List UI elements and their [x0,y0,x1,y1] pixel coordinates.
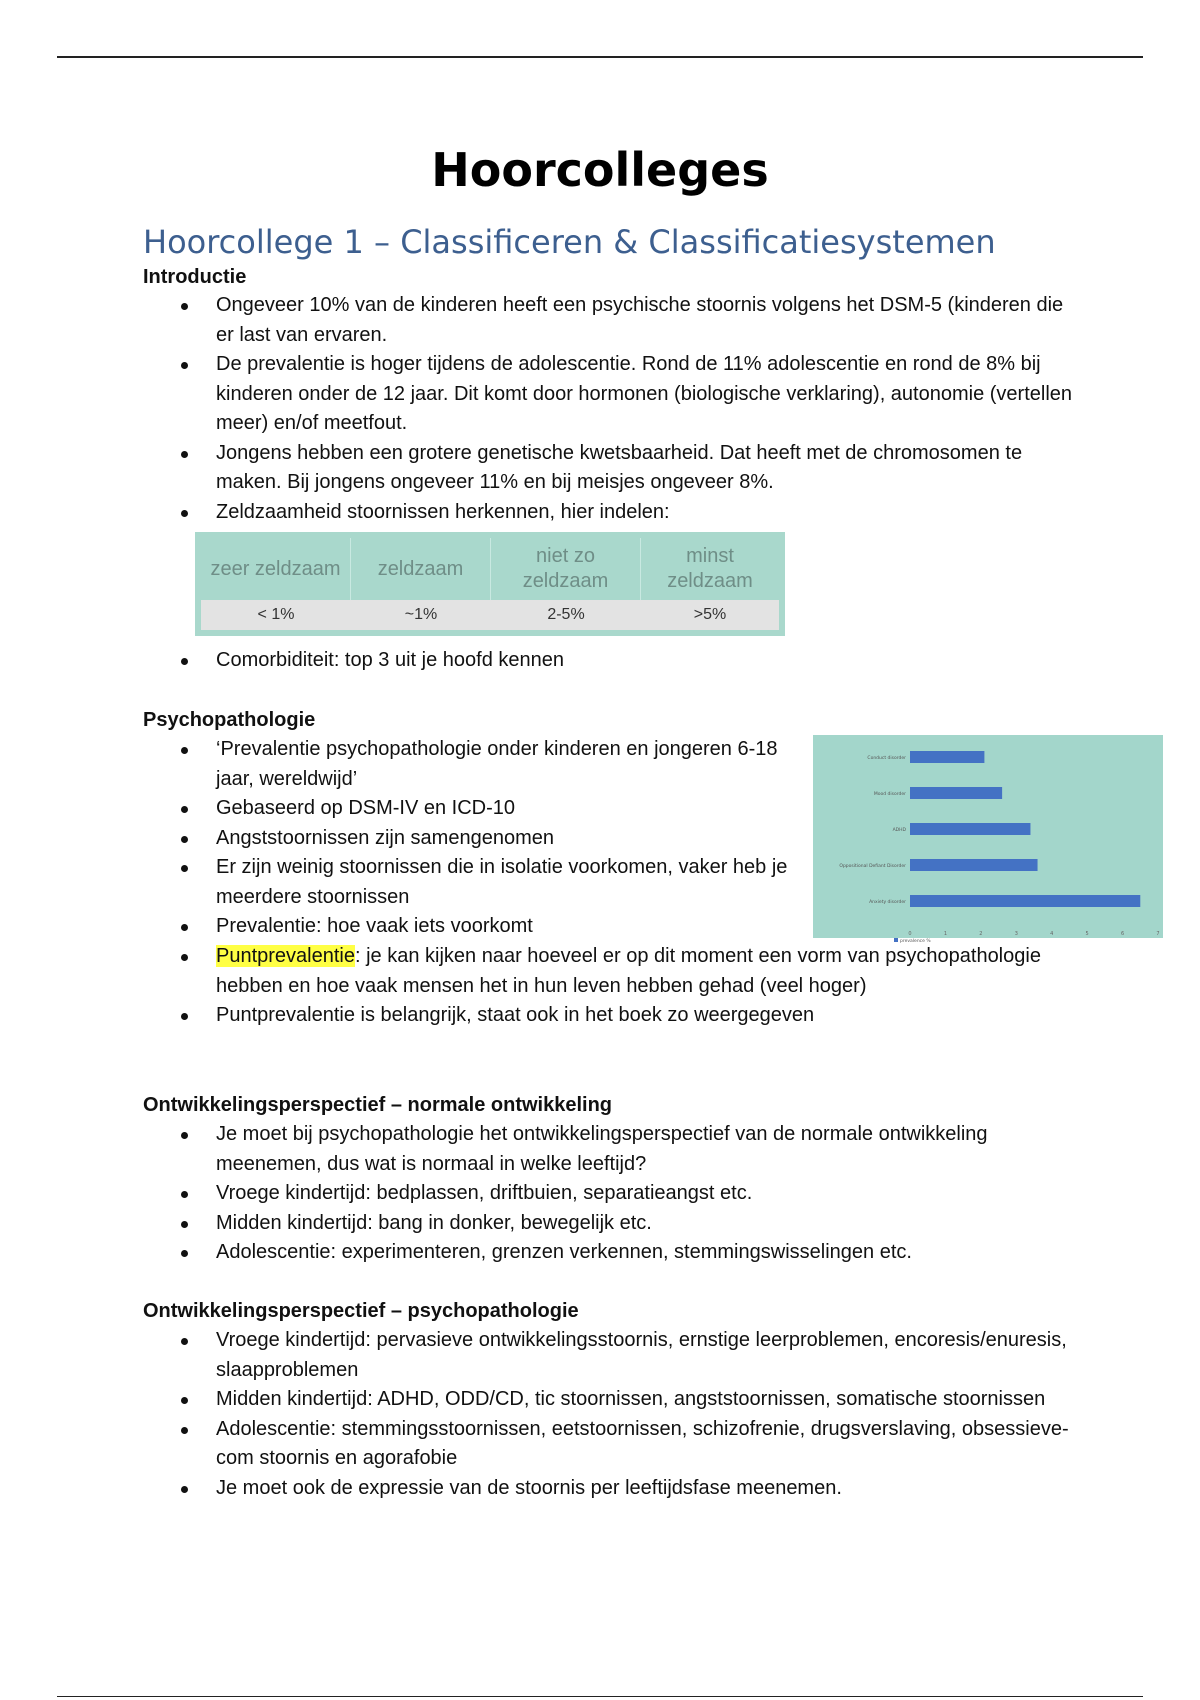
chart-category-label: Mood disorder [873,792,906,797]
section-heading-introductie: Introductie [143,266,247,288]
list-item: ‘Prevalentie psychopathologie onder kinderen en jongeren 6-18 jaar, wereldwijd’ [143,735,793,794]
chart-bar [910,895,1140,907]
top-rule [57,56,1143,58]
list-item: Je moet ook de expressie van de stoornis per leeftijdsfase meenemen. [143,1474,1073,1504]
list-item: Vroege kindertijd: bedplassen, driftbuien, separatieangst etc. [143,1179,1073,1209]
rarity-header-cell: minst zeldzaam [667,545,753,592]
rarity-header-cell: zeer zeldzaam [201,538,351,600]
psychopathologie-list-continued [143,942,1073,1031]
chart-category-label: Oppositional Defiant Disorder [839,864,906,869]
highlighted-term: Puntprevalentie [216,945,355,967]
intro-list [143,291,1073,527]
intro-list-continued [143,646,1073,676]
chart-bar [910,823,1030,835]
list-item: Ongeveer 10% van de kinderen heeft een psychische stoornis volgens het DSM-5 (kinderen die er last van ervaren. [143,291,1073,350]
rarity-value-cell: >5% [693,606,727,623]
list-item: Midden kindertijd: bang in donker, bewegelijk etc. [143,1209,1073,1239]
chart-tick-label: 4 [1050,931,1054,937]
list-item: Zeldzaamheid stoornissen herkennen, hier indelen: [143,498,1073,528]
bottom-rule [57,1696,1143,1697]
chart-tick-label: 1 [943,931,948,937]
list-item: Midden kindertijd: ADHD, ODD/CD, tic stoornissen, angststoornissen, somatische stoornissen [143,1385,1073,1415]
chart-bar [910,751,984,763]
list-item: Comorbiditeit: top 3 uit je hoofd kennen [143,646,1073,676]
psychopathology-development-list [143,1326,1073,1503]
section-heading-psychopathologie: Psychopathologie [143,709,316,731]
list-item: Gebaseerd op DSM-IV en ICD-10 [143,794,793,824]
list-item: Adolescentie: experimenteren, grenzen verkennen, stemmingswisselingen etc. [143,1238,1073,1268]
list-item [143,942,1073,1001]
chart-tick-label: 6 [1120,931,1125,937]
rarity-table [195,532,785,636]
rarity-value-cell: ~1% [404,606,438,623]
chart-legend-label: prevalence % [900,939,931,944]
chart-tick-label: 5 [1085,931,1089,937]
section-heading-psychopathology-development: Ontwikkelingsperspectief – psychopathologie [143,1300,579,1322]
chart-bar [910,787,1002,799]
highlight-rest-text: : je kan kijken naar hoeveel er op dit moment een vorm van psychopathologie hebben en hoe vaak mensen het in hun leven hebben gehad (veel hoger) [216,945,1041,997]
list-item: Prevalentie: hoe vaak iets voorkomt [143,912,793,942]
list-item: De prevalentie is hoger tijdens de adolescentie. Rond de 11% adolescentie en rond de 8% bij kinderen onder de 12 jaar. Dit komt door hormonen (biologische verklaring), autonomie (vertellen meer) en/of meetfout. [143,350,1073,439]
psychopathologie-list [143,735,793,942]
chart-tick-label: 3 [1014,931,1018,937]
list-item: Jongens hebben een grotere genetische kwetsbaarheid. Dat heeft met de chromosomen te maken. Bij jongens ongeveer 11% en bij meisjes ongeveer 8%. [143,439,1073,498]
chart-tick-label: 7 [1156,931,1160,937]
list-item: Angststoornissen zijn samengenomen [143,824,793,854]
prevalence-chart [813,735,1163,944]
list-item: Vroege kindertijd: pervasieve ontwikkelingsstoornis, ernstige leerproblemen, encoresis/enuresis, slaapproblemen [143,1326,1073,1385]
list-item: Je moet bij psychopathologie het ontwikkelingsperspectief van de normale ontwikkeling meenemen, dus wat is normaal in welke leeftijd? [143,1120,1073,1179]
list-item: Adolescentie: stemmingsstoornissen, eetstoornissen, schizofrenie, drugsverslaving, obsessieve-com stoornis en agorafobie [143,1415,1073,1474]
rarity-value-cell: < 1% [257,606,295,623]
chart-tick-label: 2 [979,931,983,937]
section-heading-normal-development: Ontwikkelingsperspectief – normale ontwikkeling [143,1094,613,1116]
chart-category-label: ADHD [892,828,906,833]
chart-bar [910,859,1038,871]
lecture-title: Hoorcollege 1 – Classificeren & Classificatiesystemen [143,223,996,261]
rarity-value-cell: 2-5% [547,606,585,623]
normal-development-list [143,1120,1073,1268]
chart-category-label: Conduct disorder [867,756,906,761]
list-item: Puntprevalentie is belangrijk, staat ook in het boek zo weergegeven [143,1001,1073,1031]
chart-category-label: Anxiety disorder [869,900,906,905]
chart-legend-swatch [894,938,898,942]
rarity-header-cell: zeldzaam [351,538,491,600]
page-title: Hoorcolleges [431,143,769,197]
chart-tick-label: 0 [908,931,912,937]
rarity-header-cell: niet zo zeldzaam [491,538,641,600]
prevalence-chart-svg [813,735,1163,944]
list-item: Er zijn weinig stoornissen die in isolatie voorkomen, vaker heb je meerdere stoornissen [143,853,793,912]
